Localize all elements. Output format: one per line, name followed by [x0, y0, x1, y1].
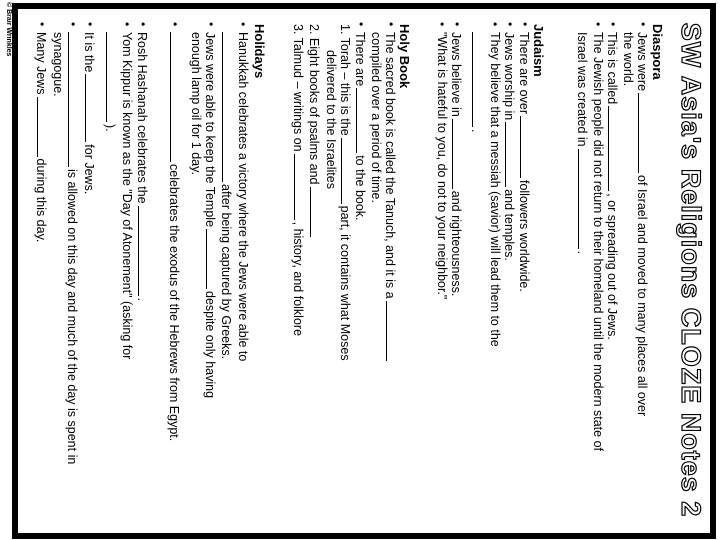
list-item-continuation	[468, 32, 484, 132]
copyright-credit: © Brair Wrinkles	[5, 2, 12, 57]
list-item	[166, 32, 182, 441]
text: despite only having	[203, 291, 217, 399]
list-item: Yom Kippur is known as the "Day of Atonement" (asking for	[120, 32, 134, 360]
text: .	[575, 250, 589, 255]
list-item-continuation: synagogue.	[51, 32, 65, 97]
list-item	[382, 32, 398, 363]
fill-in-blank[interactable]	[170, 32, 182, 162]
fill-in-blank[interactable]	[578, 149, 590, 249]
bullet: •	[606, 22, 620, 27]
text: This is called	[605, 32, 619, 105]
text: .	[135, 297, 149, 302]
fill-in-blank[interactable]	[206, 229, 218, 289]
text: ).	[103, 124, 117, 132]
text: Jews were	[635, 32, 649, 92]
bullet: •	[120, 22, 134, 27]
text: and righteousness.	[449, 190, 463, 297]
text: It is the	[82, 32, 96, 73]
text: during this day.	[34, 158, 48, 243]
fill-in-blank[interactable]	[222, 32, 234, 182]
bullet: •	[450, 22, 464, 27]
list-item-continuation: enough lamp oil for 1 day.	[189, 32, 203, 175]
text: for Jews.	[82, 144, 96, 195]
numbered-item-continuation: delivered to the Israelites	[324, 50, 338, 189]
numbered-item	[306, 24, 322, 239]
list-item-continuation: compiled over a period of time.	[369, 32, 383, 203]
bullet: •	[488, 22, 502, 27]
fill-in-blank[interactable]	[386, 301, 398, 361]
text: The sacred book is called the Tanuch, and it is a	[383, 32, 397, 299]
text: 1. Torah – this is the	[338, 24, 352, 136]
bullet: •	[518, 22, 532, 27]
text: part, it contains what Moses	[338, 205, 352, 361]
list-item	[501, 32, 517, 261]
bullet: •	[384, 22, 398, 27]
text: Jews were able to keep the Temple	[203, 32, 217, 228]
list-item	[604, 32, 620, 340]
page-title: SW Asia's Religions CLOZE Notes 2	[676, 22, 706, 518]
text: and temples.	[502, 189, 516, 261]
list-item	[134, 32, 150, 301]
bullet: •	[435, 22, 449, 27]
text: 2. Eight books of psalms and	[307, 24, 321, 185]
text: celebrates the exodus of the Hebrews from Egypt.	[167, 164, 181, 442]
section-heading-holy-book: Holy Book	[397, 24, 412, 89]
text: to the book.	[353, 155, 367, 221]
list-item: They believe that a messiah (savior) will lead them to the	[488, 32, 502, 347]
fill-in-blank[interactable]	[520, 116, 532, 178]
text: followers worldwide.	[517, 179, 531, 292]
fill-in-blank[interactable]	[608, 106, 620, 191]
text: , history, and folklore	[291, 221, 305, 337]
fill-in-blank[interactable]	[341, 138, 353, 204]
bullet: •	[236, 22, 250, 27]
text: There are	[353, 32, 367, 87]
text: Many Jews	[34, 32, 48, 95]
bullet: •	[503, 22, 517, 27]
fill-in-blank[interactable]	[68, 32, 80, 167]
list-item	[81, 32, 97, 194]
bullet: •	[354, 22, 368, 27]
bullet: •	[136, 22, 150, 27]
text: , or spreading out of Jews.	[605, 193, 619, 340]
text: of Israel and moved to many places all over	[635, 175, 649, 417]
list-item-continuation	[102, 32, 118, 132]
text: after being captured by Greeks.	[219, 184, 233, 360]
list-item: The Jewish people did not return to their homeland until the modern state of	[591, 32, 605, 452]
section-heading-holidays: Holidays	[252, 24, 267, 79]
list-item	[448, 32, 464, 296]
section-heading-judaism: Judaism	[531, 24, 546, 77]
fill-in-blank[interactable]	[310, 187, 322, 237]
bullet: •	[66, 22, 80, 27]
bullet: •	[168, 22, 182, 27]
section-heading-diaspora: Diaspora	[650, 24, 665, 80]
text: Jews believe in	[449, 32, 463, 117]
fill-in-blank[interactable]	[638, 93, 650, 173]
list-item	[634, 32, 650, 416]
list-item	[202, 32, 218, 398]
list-item-continuation	[218, 32, 234, 359]
bullet: •	[636, 22, 650, 27]
text: There are over	[517, 32, 531, 114]
text: Rosh Hashanah celebrates the	[135, 32, 149, 204]
fill-in-blank[interactable]	[294, 154, 306, 220]
text: .	[469, 129, 483, 133]
fill-in-blank[interactable]	[37, 97, 49, 157]
fill-in-blank[interactable]	[85, 74, 97, 142]
bullet: •	[591, 22, 605, 27]
numbered-item	[337, 24, 353, 361]
list-item: "What is hateful to you, do not to your neighbor."	[435, 32, 449, 300]
text: is allowed on this day and much of the day is spent in	[65, 169, 79, 465]
text: 3. Talmud – writings on	[291, 24, 305, 152]
list-item	[516, 32, 532, 292]
numbered-item	[290, 24, 306, 336]
list-item	[33, 32, 49, 242]
fill-in-blank[interactable]	[106, 32, 118, 122]
fill-in-blank[interactable]	[356, 88, 368, 153]
list-item	[352, 32, 368, 221]
fill-in-blank[interactable]	[452, 119, 464, 189]
text: Israel was created in	[575, 32, 589, 147]
fill-in-blank[interactable]	[472, 32, 484, 127]
list-item-continuation	[574, 32, 590, 254]
text: Jews worship in	[502, 32, 516, 121]
fill-in-blank[interactable]	[138, 206, 150, 296]
list-item-continuation: the world.	[621, 32, 635, 87]
bullet: •	[35, 22, 49, 27]
bullet: •	[204, 22, 218, 27]
list-item	[64, 32, 80, 464]
list-item: Hanukkah celebrates a victory where the Jews were able to	[236, 32, 250, 362]
fill-in-blank[interactable]	[505, 122, 517, 187]
bullet: •	[83, 22, 97, 27]
